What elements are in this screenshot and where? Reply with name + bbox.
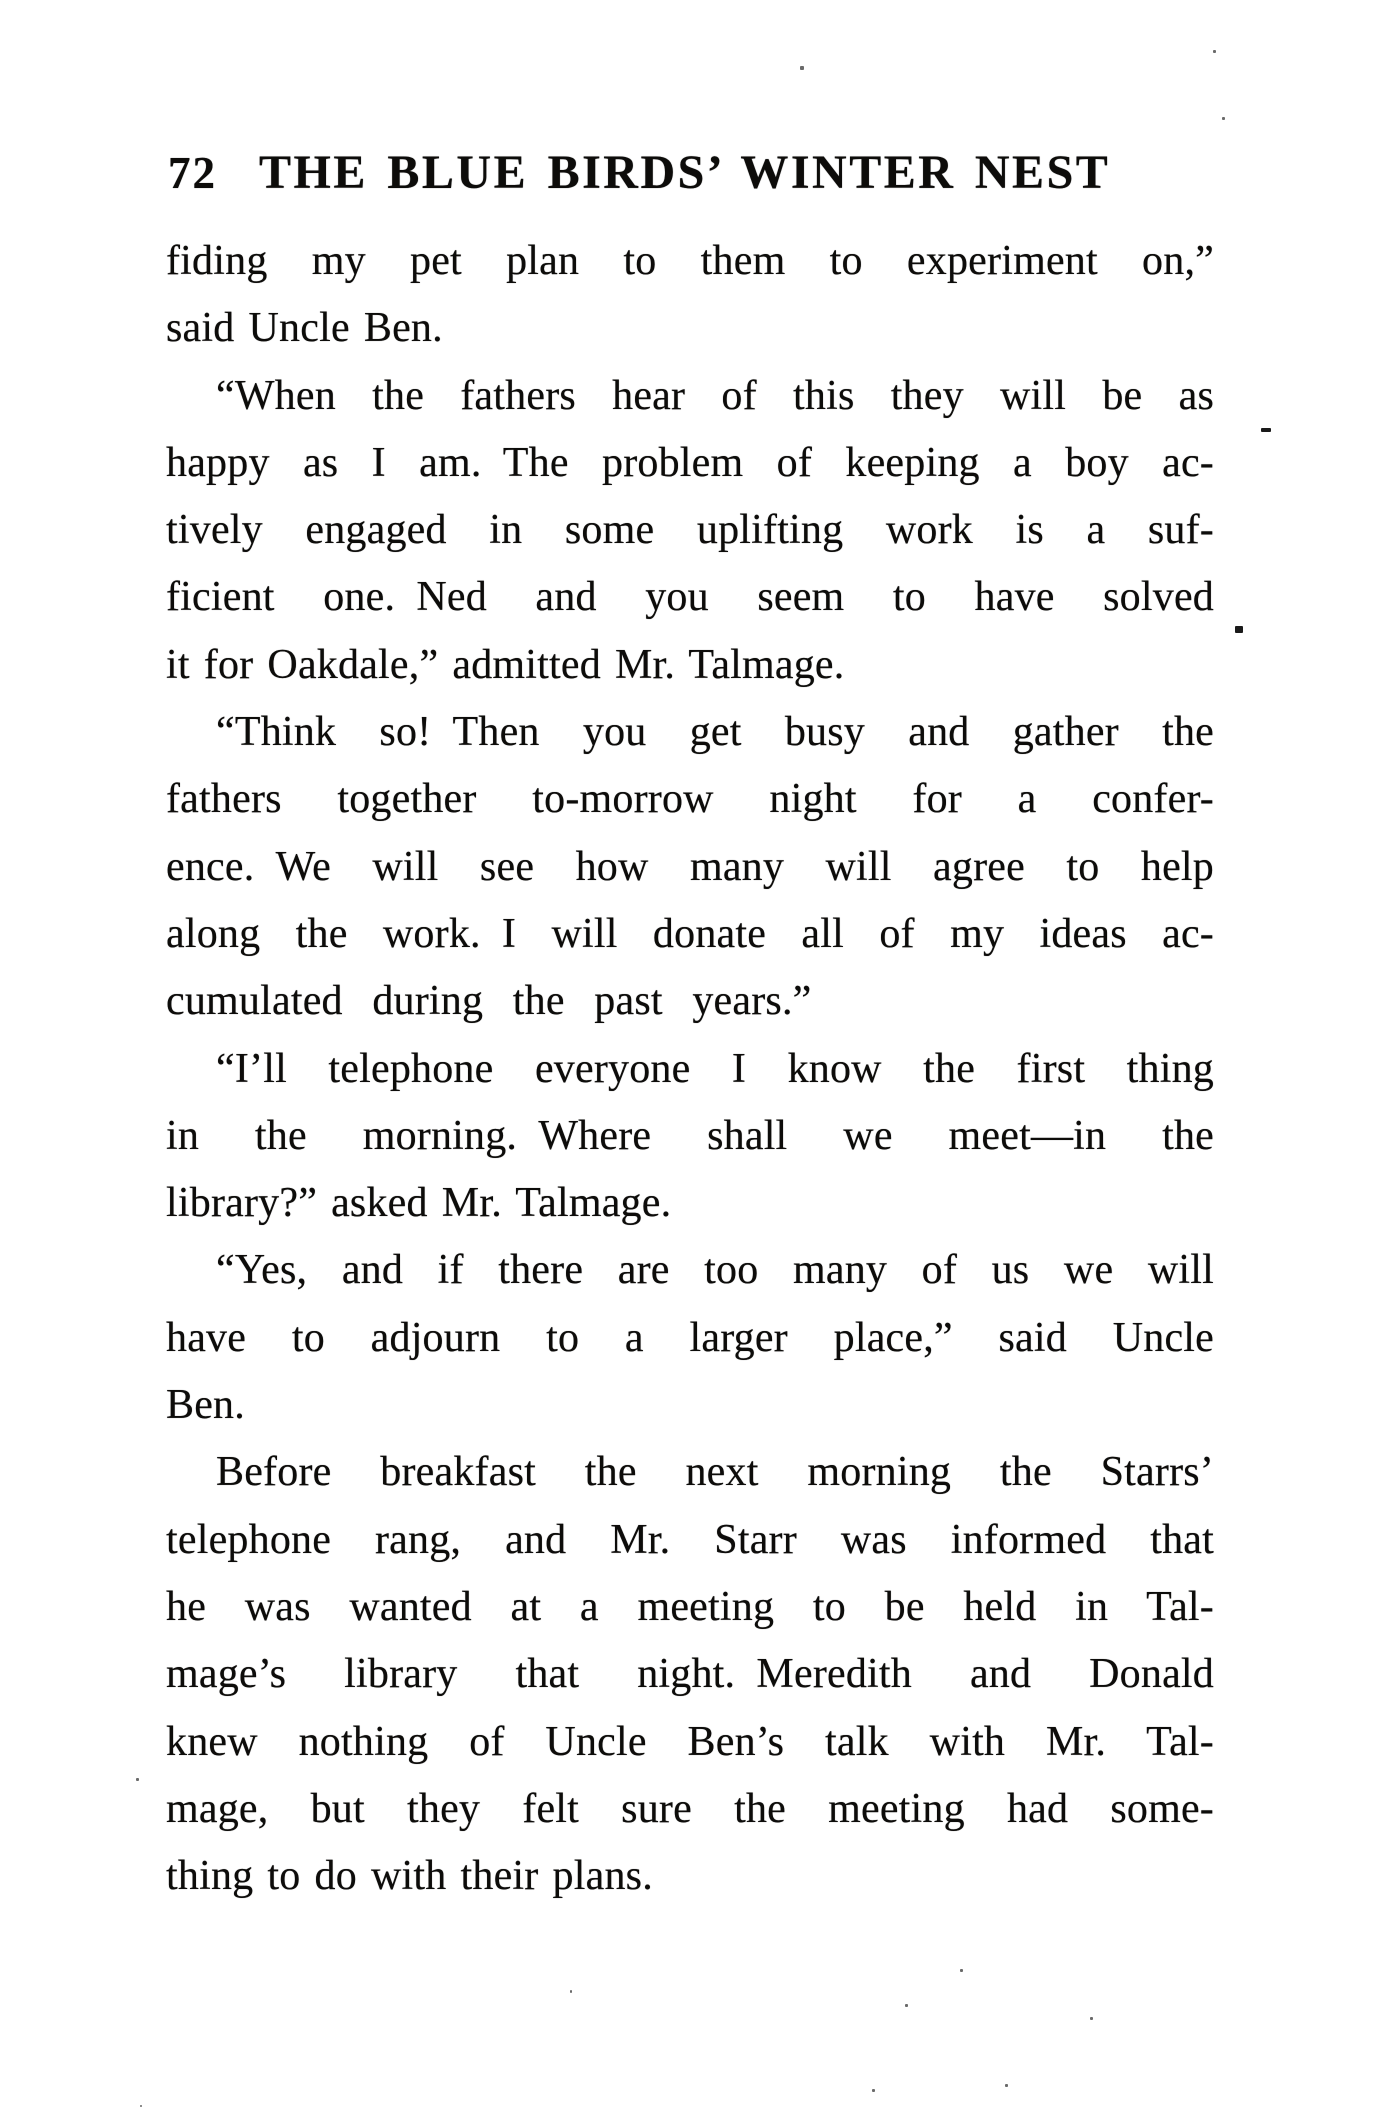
text-line: have to adjourn to a larger place,” said Uncle	[166, 1314, 1214, 1361]
text-line: ence. We will see how many will agree to help	[166, 843, 1214, 890]
running-title: THE BLUE BIRDS’ WINTER NEST	[259, 146, 1111, 199]
ink-speck	[1005, 2084, 1008, 2087]
text-line: it for Oakdale,” admitted Mr. Talmage.	[166, 641, 845, 688]
text-line: in the morning. Where shall we meet—in the	[166, 1112, 1214, 1159]
ink-speck	[1261, 428, 1271, 432]
text-line: fiding my pet plan to them to experiment on,”	[166, 238, 1214, 284]
text-line: fathers together to-morrow night for a confer-	[166, 776, 1214, 823]
ink-speck	[800, 66, 804, 70]
text-line: “Think so! Then you get busy and gather the	[216, 709, 1214, 756]
text-line: mage, but they felt sure the meeting had some-	[166, 1785, 1214, 1832]
text-line: thing to do with their plans.	[166, 1853, 653, 1900]
text-line: “I’ll telephone everyone I know the first thing	[216, 1045, 1214, 1092]
page-number: 72	[168, 148, 217, 198]
ink-speck	[872, 2089, 875, 2092]
ink-speck	[1222, 117, 1225, 120]
ink-speck	[1090, 2017, 1093, 2020]
text-line: he was wanted at a meeting to be held in Tal-	[166, 1583, 1214, 1630]
ink-speck	[960, 1969, 963, 1972]
text-line: ficient one. Ned and you seem to have solved	[166, 574, 1214, 621]
ink-speck	[136, 1778, 139, 1781]
ink-speck	[1213, 50, 1216, 53]
text-line: Ben.	[166, 1382, 245, 1429]
text-line: cumulated during the past years.”	[166, 978, 812, 1025]
body-text	[166, 228, 1214, 1910]
ink-speck	[570, 1990, 572, 1993]
ink-speck	[140, 2105, 142, 2107]
text-line: along the work. I will donate all of my ideas ac-	[166, 910, 1214, 957]
text-line: “Yes, and if there are too many of us we will	[216, 1247, 1214, 1294]
text-line: telephone rang, and Mr. Starr was informed that	[166, 1516, 1214, 1563]
text-line: tively engaged in some uplifting work is a suf-	[166, 507, 1214, 554]
text-line: library?” asked Mr. Talmage.	[166, 1180, 672, 1227]
ink-speck	[1235, 626, 1243, 633]
text-line: said Uncle Ben.	[166, 305, 443, 352]
text-line: knew nothing of Uncle Ben’s talk with Mr. Tal-	[166, 1718, 1214, 1765]
text-line: happy as I am. The problem of keeping a boy ac-	[166, 439, 1214, 486]
text-line: mage’s library that night. Meredith and Donald	[166, 1651, 1214, 1698]
text-line: Before breakfast the next morning the Starrs’	[216, 1449, 1214, 1496]
text-line: “When the fathers hear of this they will be as	[216, 372, 1214, 419]
ink-speck	[905, 2004, 908, 2007]
running-head	[168, 141, 1110, 205]
